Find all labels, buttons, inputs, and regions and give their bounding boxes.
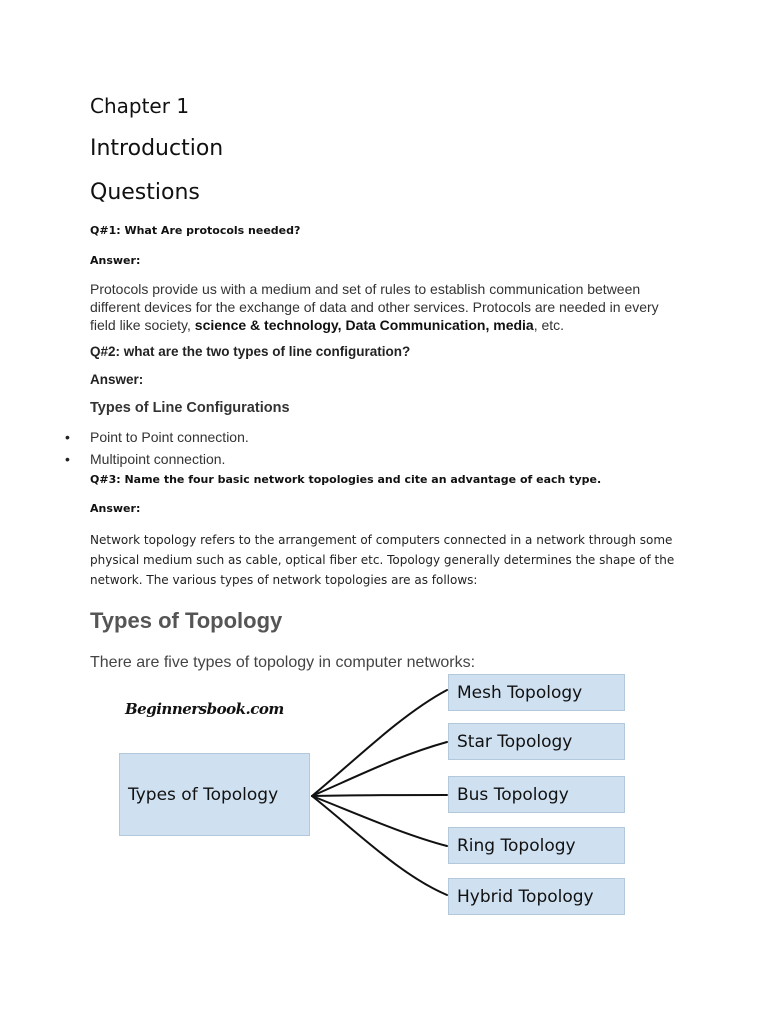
mesh-topology-box: Mesh Topology [448,674,625,711]
answer-2-label: Answer: [90,372,144,387]
question-2: Q#2: what are the two types of line configuration? [90,344,411,359]
chapter-title: Chapter 1 [90,94,190,118]
question-1: Q#1: What Are protocols needed? [90,224,301,237]
question-3: Q#3: Name the four basic network topologies and cite an advantage of each type. [90,473,602,486]
answer-3-text: Network topology refers to the arrangement of computers connected in a network through some physical medium such as cable, optical fiber etc. Topology generally determines the shape of the network. The various types of network topologies are as follows: [90,533,675,587]
bullet-icon: • [65,451,70,467]
answer-1-text [90,280,670,334]
list-item: Point to Point connection. [90,429,249,445]
answer-1-text-part-b: , etc. [533,317,565,333]
connector-ring [312,796,447,846]
topology-heading: Types of Topology [90,608,283,633]
answer-3-label: Answer: [90,502,141,515]
connector-mesh [312,690,447,796]
answer-1-bold: science & technology, Data Communication, media [194,317,534,333]
hybrid-topology-box: Hybrid Topology [448,878,625,915]
introduction-heading: Introduction [90,136,224,161]
beginnersbook-logo: Beginnersbook.com [125,700,284,718]
connector-hybrid [312,796,447,895]
topology-diagram [0,670,768,930]
list-item: Multipoint connection. [90,451,226,467]
bullet-icon: • [65,429,70,445]
root-topology-box: Types of Topology [119,753,310,836]
answer-1-label: Answer: [90,254,141,267]
answer-1-text-part-a: Protocols provide us with a medium and set of rules to establish communication between different devices for the exchange of data and other services. Protocols are needed in every field like society, [90,281,659,333]
topology-intro: There are five types of topology in computer networks: [90,654,476,671]
questions-heading: Questions [90,180,200,205]
star-topology-box: Star Topology [448,723,625,760]
diagram-connectors [0,670,768,930]
connector-star [312,742,447,796]
bus-topology-box: Bus Topology [448,776,625,813]
connector-bus [312,795,447,796]
line-config-subheading: Types of Line Configurations [90,400,290,416]
ring-topology-box: Ring Topology [448,827,625,864]
